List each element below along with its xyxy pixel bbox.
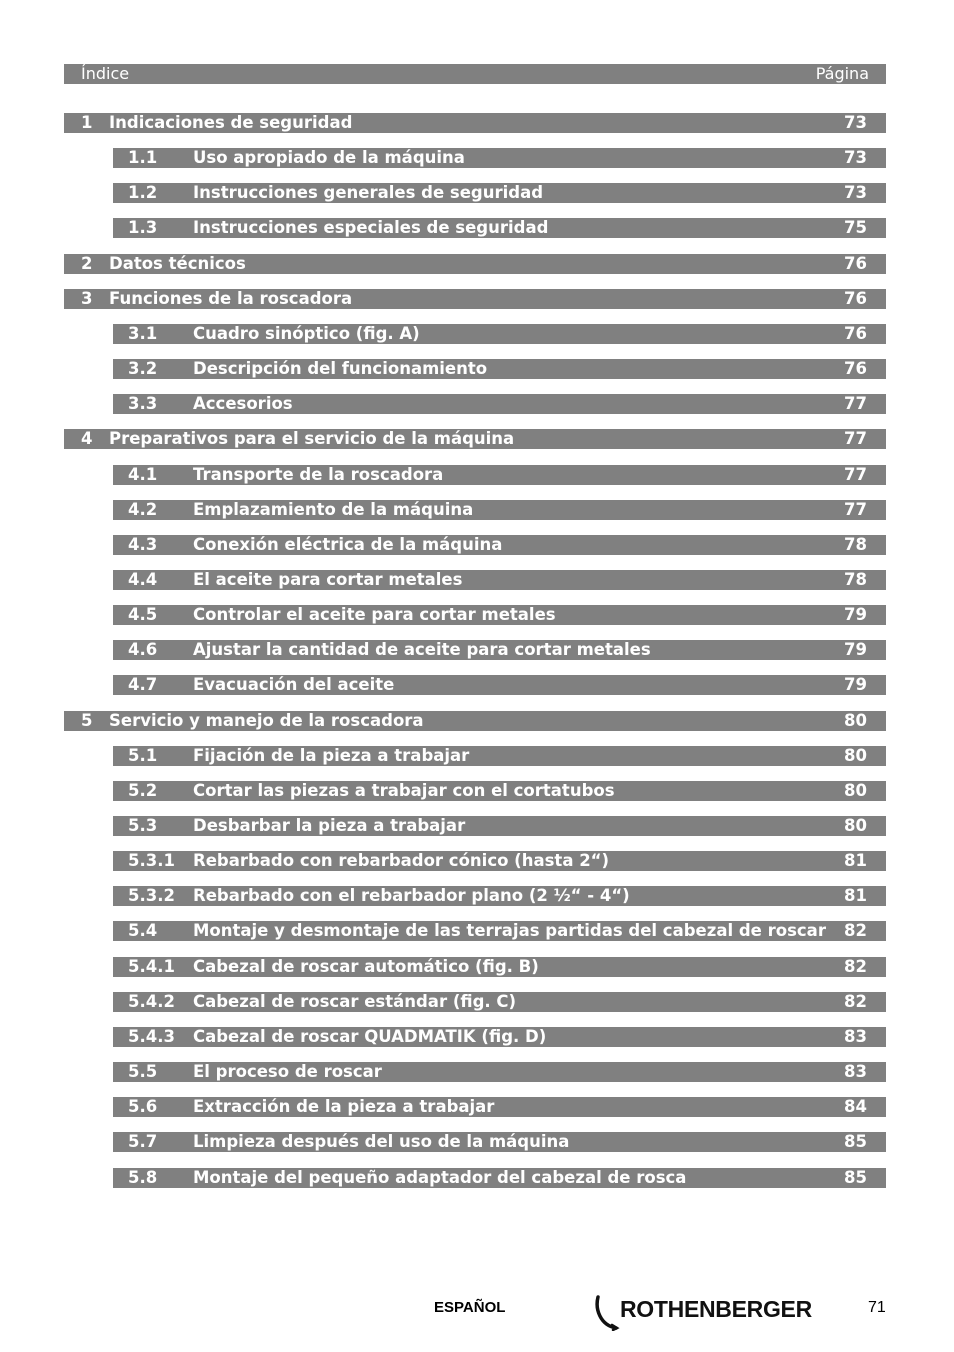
toc-entry-number: 5.4.2 <box>128 992 175 1011</box>
toc-entry-page: 85 <box>844 1168 867 1187</box>
toc-entry-page: 81 <box>844 886 867 905</box>
toc-entry-title: Limpieza después del uso de la máquina <box>193 1132 570 1151</box>
toc-entry-page: 80 <box>844 816 867 835</box>
toc-entry-title: Desbarbar la pieza a trabajar <box>193 816 466 835</box>
toc-entry-title: Transporte de la roscadora <box>193 465 444 484</box>
toc-entry-number: 1.1 <box>128 148 158 167</box>
toc-entry-page: 83 <box>844 1027 867 1046</box>
toc-entry-number: 1.3 <box>128 218 158 237</box>
brand-logo <box>594 1295 812 1335</box>
toc-entry-number: 4.7 <box>128 675 158 694</box>
toc-entry-number: 4.1 <box>128 465 158 484</box>
toc-entry <box>64 254 886 274</box>
toc-entry-number: 5.3 <box>128 816 158 835</box>
toc-entry-title: Datos técnicos <box>109 254 246 273</box>
toc-entry-page: 77 <box>844 429 867 448</box>
toc-entry-page: 82 <box>844 957 867 976</box>
footer-language: ESPAÑOL <box>434 1299 506 1316</box>
toc-entry-title: Fijación de la pieza a trabajar <box>193 746 470 765</box>
toc-entry-number: 5.4.1 <box>128 957 175 976</box>
rothenberger-hook-icon <box>594 1295 620 1331</box>
toc-entry-title: Montaje del pequeño adaptador del cabezal de rosca <box>193 1168 687 1187</box>
toc-entry-number: 4.3 <box>128 535 158 554</box>
toc-entry-number: 1.2 <box>128 183 158 202</box>
toc-entry-title: Indicaciones de seguridad <box>109 113 353 132</box>
toc-entry-title: Montaje y desmontaje de las terrajas partidas del cabezal de roscar <box>193 921 826 940</box>
toc-entry <box>113 570 886 590</box>
toc-entry-number: 5.8 <box>128 1168 158 1187</box>
toc-entry-page: 76 <box>844 254 867 273</box>
toc-entry-number: 4 <box>81 429 93 448</box>
toc-entry-page: 80 <box>844 711 867 730</box>
toc-entry-number: 5.3.2 <box>128 886 175 905</box>
page-number: 71 <box>868 1299 886 1316</box>
toc-entry-number: 5.1 <box>128 746 158 765</box>
toc-entry-number: 3.3 <box>128 394 158 413</box>
toc-entry-page: 81 <box>844 851 867 870</box>
toc-entry <box>113 1132 886 1152</box>
toc-entry-number: 3.1 <box>128 324 158 343</box>
toc-entry-number: 2 <box>81 254 93 273</box>
toc-entry-title: Cabezal de roscar estándar (fig. C) <box>193 992 517 1011</box>
toc-entry-title: Accesorios <box>193 394 293 413</box>
toc-entry <box>113 921 886 941</box>
toc-entry <box>64 113 886 133</box>
toc-entry-number: 5.5 <box>128 1062 158 1081</box>
toc-entry <box>113 324 886 344</box>
toc-entry-page: 76 <box>844 324 867 343</box>
toc-entry <box>113 500 886 520</box>
toc-entry <box>113 957 886 977</box>
toc-entry-page: 73 <box>844 148 867 167</box>
toc-entry-number: 5.6 <box>128 1097 158 1116</box>
toc-entry-title: El proceso de roscar <box>193 1062 382 1081</box>
toc-entry-title: Funciones de la roscadora <box>109 289 353 308</box>
toc-entry-page: 79 <box>844 675 867 694</box>
toc-entry <box>113 465 886 485</box>
toc-entry <box>64 711 886 731</box>
toc-entry-page: 73 <box>844 113 867 132</box>
toc-entry-title: Rebarbado con el rebarbador plano (2 ½“ - 4“) <box>193 886 630 905</box>
toc-entry-number: 4.6 <box>128 640 158 659</box>
toc-entry-number: 4.2 <box>128 500 158 519</box>
toc-entry-page: 76 <box>844 359 867 378</box>
toc-entry-page: 78 <box>844 570 867 589</box>
toc-entry <box>113 1097 886 1117</box>
toc-entry-title: Ajustar la cantidad de aceite para cortar metales <box>193 640 651 659</box>
toc-entry-number: 1 <box>81 113 93 132</box>
toc-entry-title: Rebarbado con rebarbador cónico (hasta 2“) <box>193 851 610 870</box>
toc-entry-number: 5.2 <box>128 781 158 800</box>
toc-entry-page: 79 <box>844 640 867 659</box>
toc-entry <box>64 289 886 309</box>
toc-entry <box>113 746 886 766</box>
toc-entry-title: El aceite para cortar metales <box>193 570 463 589</box>
toc-entry <box>113 148 886 168</box>
toc-entry-page: 83 <box>844 1062 867 1081</box>
toc-entry-page: 84 <box>844 1097 867 1116</box>
toc-entry <box>64 429 886 449</box>
toc-header-title: Índice <box>81 64 130 83</box>
toc-entry <box>113 1027 886 1047</box>
toc-entry-title: Descripción del funcionamiento <box>193 359 488 378</box>
toc-entry-number: 5.7 <box>128 1132 158 1151</box>
toc-entry-title: Cabezal de roscar automático (fig. B) <box>193 957 539 976</box>
toc-entry-page: 82 <box>844 921 867 940</box>
toc-entry-number: 4.4 <box>128 570 158 589</box>
toc-entry-title: Emplazamiento de la máquina <box>193 500 474 519</box>
toc-entry-title: Cortar las piezas a trabajar con el cortatubos <box>193 781 615 800</box>
toc-entry-title: Controlar el aceite para cortar metales <box>193 605 556 624</box>
toc-entry-number: 5.4 <box>128 921 158 940</box>
toc-entry-page: 73 <box>844 183 867 202</box>
toc-entry-title: Cabezal de roscar QUADMATIK (fig. D) <box>193 1027 547 1046</box>
toc-entry-page: 85 <box>844 1132 867 1151</box>
toc-entry-number: 5.4.3 <box>128 1027 175 1046</box>
toc-entry-page: 77 <box>844 465 867 484</box>
toc-entry-page: 77 <box>844 500 867 519</box>
toc-entry <box>113 1062 886 1082</box>
toc-entry-number: 3.2 <box>128 359 158 378</box>
toc-entry <box>113 1168 886 1188</box>
toc-entry-number: 4.5 <box>128 605 158 624</box>
toc-header-page-label: Página <box>815 64 869 83</box>
toc-entry-page: 79 <box>844 605 867 624</box>
toc-entry-title: Instrucciones generales de seguridad <box>193 183 544 202</box>
toc-entry-page: 80 <box>844 746 867 765</box>
toc-entry <box>113 605 886 625</box>
toc-header <box>64 64 886 84</box>
toc-entry-title: Conexión eléctrica de la máquina <box>193 535 503 554</box>
toc-entry <box>113 394 886 414</box>
toc-entry-number: 5 <box>81 711 93 730</box>
toc-entry-title: Evacuación del aceite <box>193 675 395 694</box>
toc-entry <box>113 183 886 203</box>
toc-entry-page: 77 <box>844 394 867 413</box>
toc-entry <box>113 218 886 238</box>
toc-entry-title: Extracción de la pieza a trabajar <box>193 1097 495 1116</box>
toc-entry-page: 75 <box>844 218 867 237</box>
toc-entry-page: 78 <box>844 535 867 554</box>
toc-entry-page: 76 <box>844 289 867 308</box>
toc-entry-title: Cuadro sinóptico (fig. A) <box>193 324 420 343</box>
toc-entry-title: Servicio y manejo de la roscadora <box>109 711 424 730</box>
toc-entry-title: Uso apropiado de la máquina <box>193 148 465 167</box>
brand-name: ROTHENBERGER <box>620 1296 812 1322</box>
toc-entry-title: Instrucciones especiales de seguridad <box>193 218 549 237</box>
toc-entry <box>113 816 886 836</box>
toc-entry-page: 80 <box>844 781 867 800</box>
toc-entry <box>113 535 886 555</box>
toc-entry <box>113 781 886 801</box>
toc-entry <box>113 886 886 906</box>
toc-entry <box>113 640 886 660</box>
toc-entry <box>113 851 886 871</box>
toc-entry <box>113 992 886 1012</box>
toc-entry <box>113 359 886 379</box>
toc-entry-number: 5.3.1 <box>128 851 175 870</box>
toc-entry <box>113 675 886 695</box>
toc-entry-page: 82 <box>844 992 867 1011</box>
toc-entry-number: 3 <box>81 289 93 308</box>
toc-entry-title: Preparativos para el servicio de la máquina <box>109 429 515 448</box>
